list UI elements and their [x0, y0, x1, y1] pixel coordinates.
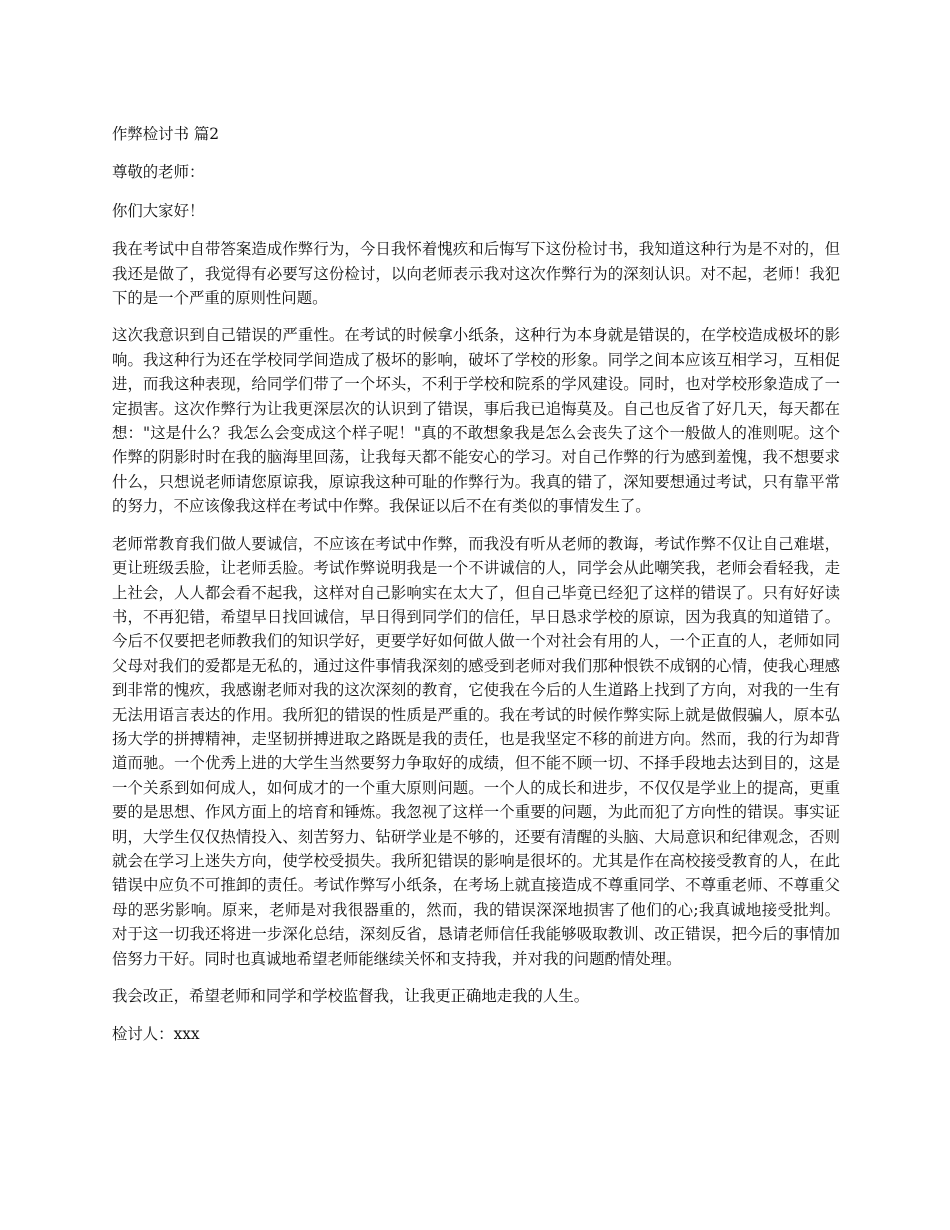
salutation: 尊敬的老师： [112, 163, 205, 182]
body-paragraph-1: 我在考试中自带答案造成作弊行为，今日我怀着愧疚和后悔写下这份检讨书，我知道这种行为是不对的，但我还是做了，我觉得有必要写这份检讨，以向老师表示我对这次作弊行为的深刻认识。对不起，老师！我犯下的是一个严重的原则性问题。 [112, 240, 840, 308]
signature: 检讨人：xxx [112, 1025, 200, 1044]
body-paragraph-4: 我会改正，希望老师和同学和学校监督我，让我更正确地走我的人生。 [112, 987, 590, 1005]
document-page [112, 122, 840, 1061]
body-paragraph-3: 老师常教育我们做人要诚信，不应该在考试中作弊，而我没有听从老师的教诲，考试作弊不仅让自己难堪，更让班级丢脸，让老师丢脸。考试作弊说明我是一个不讲诚信的人，同学会从此嘲笑我，老师会看轻我，走上社会，人人都会看不起我，这样对自己影响实在太大了，但自己毕竟已经犯了这样的错误了。只有好好读书，不再犯错，希望早日找回诚信，早日得到同学们的信任，早日恳求学校的原谅，因为我真的知道错了。今后不仅要把老师教我们的知识学好，更要学好如何做人做一个对社会有用的人，一个正直的人，老师如同父母对我们的爱都是无私的，通过这件事情我深刻的感受到老师对我们那种恨铁不成钢的心情，使我心理感到非常的愧疚，我感谢老师对我的这次深刻的教育，它使我在今后的人生道路上找到了方向，对我的一生有无法用语言表达的作用。我所犯的错误的性质是严重的。我在考试的时候作弊实际上就是做假骗人，原本弘扬大学的拼搏精神，走坚韧拼搏进取之路既是我的责任，也是我坚定不移的前进方向。然而，我的行为却背道而驰。一个优秀上进的大学生当然要努力争取好的成绩，但不能不顾一切、不择手段地去达到目的，这是一个关系到如何成人，如何成才的一个重大原则问题。一个人的成长和进步，不仅仅是学业上的提高，更重要的是思想、作风方面上的培育和锤炼。我忽视了这样一个重要的问题，为此而犯了方向性的错误。事实证明，大学生仅仅热情投入、刻苦努力、钻研学业是不够的，还要有清醒的头脑、大局意识和纪律观念，否则就会在学习上迷失方向，使学校受损失。我所犯错误的影响是很坏的。尤其是作在高校接受教育的人，在此错误中应负不可推卸的责任。考试作弊写小纸条，在考场上就直接造成不尊重同学、不尊重老师、不尊重父母的恶劣影响。原来，老师是对我很器重的，然而，我的错误深深地损害了他们的心;我真诚地接受批判。对于这一切我还将进一步深化总结，深刻反省，恳请老师信任我能够吸取教训、改正错误，把今后的事情加倍努力干好。同时也真诚地希望老师能继续关怀和支持我，并对我的问题酌情处理。 [112, 534, 840, 968]
greeting: 你们大家好！ [112, 201, 205, 220]
document-title: 作弊检讨书 篇2 [112, 125, 220, 143]
body-paragraph-2: 这次我意识到自己错误的严重性。在考试的时候拿小纸条，这种行为本身就是错误的，在学校造成极坏的影响。我这种行为还在学校同学间造成了极坏的影响，破坏了学校的形象。同学之间本应该互相学习，互相促进，而我这种表现，给同学们带了一个坏头，不利于学校和院系的学风建设。同时，也对学校形象造成了一定损害。这次作弊行为让我更深层次的认识到了错误，事后我已追悔莫及。自己也反省了好几天，每天都在想："这是什么？我怎么会变成这个样子呢！"真的不敢想象我是怎么会丧失了这个一般做人的准则呢。这个作弊的阴影时时在我的脑海里回荡，让我每天都不能安心的学习。对自己作弊的行为感到羞愧，我不想要求什么，只想说老师请您原谅我，原谅我这种可耻的作弊行为。我真的错了，深知要想通过考试，只有靠平常的努力，不应该像我这样在考试中作弊。我保证以后不在有类似的事情发生了。 [112, 326, 840, 516]
